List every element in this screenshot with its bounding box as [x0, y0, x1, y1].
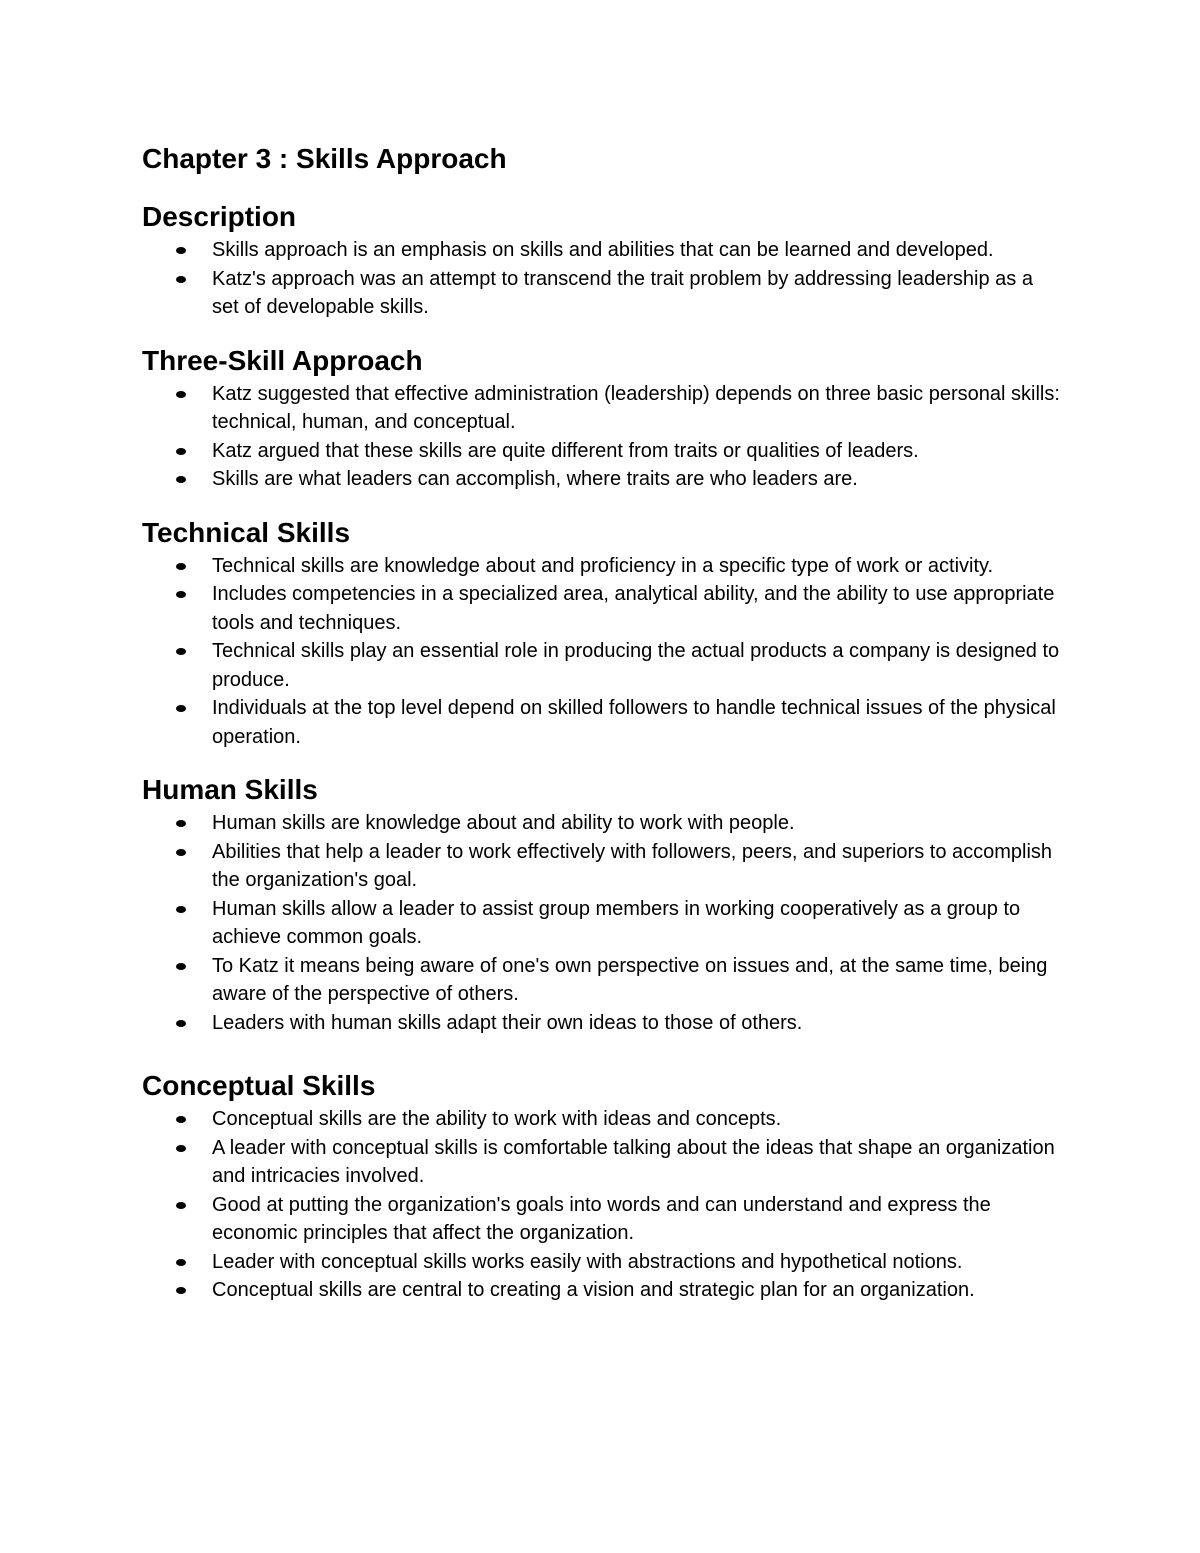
list-item	[142, 465, 1062, 494]
list-item-text: Good at putting the organization's goals into words and can understand and express the economic principles that affect the organization.	[212, 1193, 991, 1244]
bullet-dot-icon	[176, 1202, 186, 1209]
list-item-text: Katz's approach was an attempt to transcend the trait problem by addressing leadership as a set of developable skills.	[212, 267, 1033, 318]
list-item-text: Leader with conceptual skills works easily with abstractions and hypothetical notions.	[212, 1250, 963, 1273]
bullet-list	[142, 809, 1060, 1037]
list-item-text: Conceptual skills are the ability to work with ideas and concepts.	[212, 1108, 782, 1130]
list-item	[142, 838, 1062, 895]
list-item-text: Includes competencies in a specialized area, analytical ability, and the ability to use appropriate tools and techniques.	[212, 583, 1055, 634]
list-item	[142, 1276, 1062, 1305]
section-three-skill-approach	[142, 342, 1060, 494]
section-heading: Three-Skill Approach	[142, 344, 423, 376]
section-heading: Human Skills	[142, 774, 318, 805]
list-item-text: Individuals at the top level depend on skilled followers to handle technical issues of the physical operation.	[212, 697, 1056, 748]
bullet-dot-icon	[176, 705, 186, 712]
bullet-dot-icon	[176, 276, 186, 283]
list-item-text: Leaders with human skills adapt their own ideas to those of others.	[212, 1011, 803, 1034]
list-item	[142, 437, 1062, 466]
list-item-text: To Katz it means being aware of one's own perspective on issues and, at the same time, being aware of the perspective of others.	[212, 954, 1048, 1005]
list-item	[142, 809, 1062, 838]
list-item-text: Abilities that help a leader to work effectively with followers, peers, and superiors to accomplish the organization's goal.	[212, 840, 1053, 891]
list-item-text: A leader with conceptual skills is comfortable talking about the ideas that shape an organization and intricacies involved.	[212, 1136, 1055, 1187]
bullet-dot-icon	[176, 1287, 186, 1294]
list-item	[142, 694, 1062, 751]
bullet-dot-icon	[176, 963, 186, 970]
bullet-dot-icon	[176, 448, 186, 455]
list-item	[142, 552, 1062, 581]
section-human-skills	[142, 771, 1060, 1037]
section-conceptual-skills	[142, 1067, 1060, 1305]
bullet-dot-icon	[176, 648, 186, 655]
list-item-text: Katz argued that these skills are quite different from traits or qualities of leaders.	[212, 439, 919, 462]
list-item	[142, 380, 1062, 437]
list-item	[142, 895, 1062, 952]
list-item-text: Technical skills are knowledge about and proficiency in a specific type of work or activity.	[212, 554, 994, 577]
list-item	[142, 1191, 1062, 1248]
bullet-dot-icon	[176, 476, 186, 483]
list-item	[142, 952, 1062, 1009]
section-technical-skills	[142, 514, 1060, 752]
list-item-text: Conceptual skills are central to creating a vision and strategic plan for an organization.	[212, 1279, 975, 1301]
section-heading: Technical Skills	[142, 516, 351, 548]
list-item	[142, 1134, 1062, 1191]
section-description	[142, 198, 1060, 322]
list-item	[142, 580, 1062, 637]
list-item	[142, 1105, 1062, 1134]
bullet-dot-icon	[176, 1116, 186, 1123]
page-title: Chapter 3 : Skills Approach	[142, 143, 507, 174]
bullet-dot-icon	[176, 391, 186, 398]
list-item	[142, 1248, 1062, 1277]
list-item	[142, 236, 1062, 265]
bullet-dot-icon	[176, 906, 186, 913]
list-item-text: Skills are what leaders can accomplish, where traits are who leaders are.	[212, 468, 858, 490]
bullet-list	[142, 552, 1060, 752]
bullet-list	[142, 1105, 1060, 1305]
list-item-text: Human skills allow a leader to assist group members in working cooperatively as a group to achieve common goals.	[212, 897, 1021, 948]
bullet-dot-icon	[176, 1145, 186, 1152]
list-item-text: Skills approach is an emphasis on skills and abilities that can be learned and developed.	[212, 239, 994, 261]
bullet-dot-icon	[176, 247, 186, 254]
bullet-dot-icon	[176, 591, 186, 598]
list-item	[142, 265, 1062, 322]
bullet-dot-icon	[176, 563, 186, 570]
bullet-dot-icon	[176, 1020, 186, 1027]
bullet-list	[142, 236, 1060, 322]
bullet-dot-icon	[176, 1259, 186, 1266]
list-item	[142, 637, 1062, 694]
bullet-list	[142, 380, 1060, 494]
list-item-text: Human skills are knowledge about and ability to work with people.	[212, 812, 795, 834]
bullet-dot-icon	[176, 849, 186, 856]
list-item-text: Katz suggested that effective administration (leadership) depends on three basic personal skills: technical, human, and conceptual.	[212, 382, 1060, 433]
list-item-text: Technical skills play an essential role in producing the actual products a company is designed to produce.	[212, 640, 1060, 691]
bullet-dot-icon	[176, 820, 186, 827]
section-heading: Conceptual Skills	[142, 1070, 376, 1101]
section-heading: Description	[142, 201, 297, 232]
list-item	[142, 1009, 1062, 1038]
